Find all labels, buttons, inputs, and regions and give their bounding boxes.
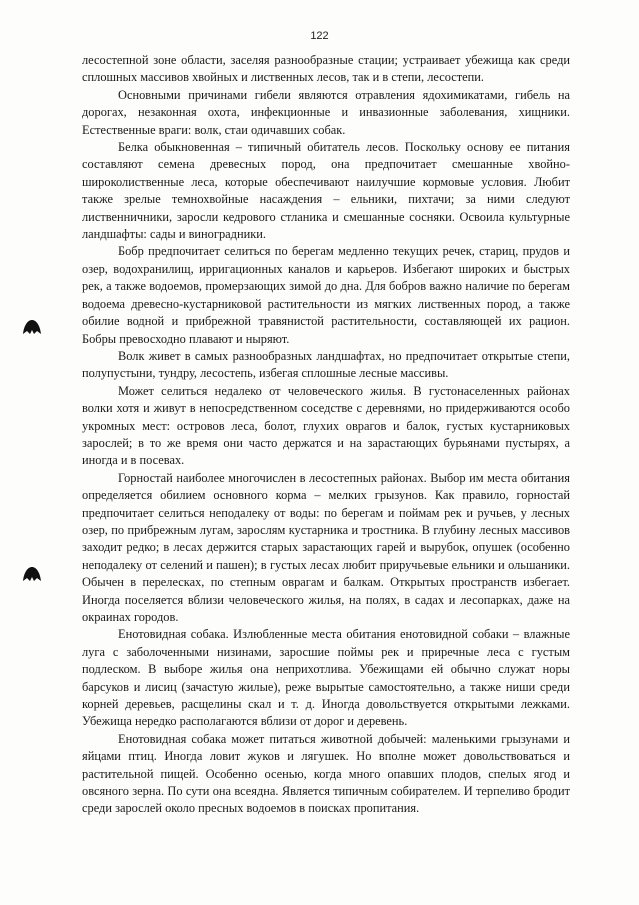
paragraph: лесостепной зоне области, заселяя разнообразные стации; устраивает убежища как среди сплошных массивов хвойных и лиственных лесов, так и в степи, лесостепи. [82,53,570,85]
binder-hole-mark [22,318,42,335]
body-text [82,52,570,818]
paragraph: Основными причинами гибели являются отравления ядохимикатами, гибель на дорогах, незаконная охота, инфекционные и инвазионные заболевания, хищники. Естественные враги: волк, стаи одичавших собак. [82,87,570,137]
paragraph: Белка обыкновенная – типичный обитатель лесов. Поскольку основу ее питания составляют семена древесных пород, она предпочитает смешанные хвойно-широколиственные леса, которые обеспечивают наилучшие кормовые условия. Любит также зрелые темнохвойные насаждения – ельники, пихтачи; за ними следуют лиственничники, заросли кедрового стланика и смешанные сосняки. Освоила культурные ландшафты: сады и виноградники. [82,140,570,242]
paragraph: Енотовидная собака может питаться животной добычей: маленькими грызунами и яйцами птиц. Иногда ловит жуков и лягушек. Но вполне может довольствоваться и растительной пищей. Особенно осенью, когда много опавших плодов, спелых ягод и овсяного зерна. По сути она всеядна. Является типичным собирателем. И терпеливо бродит среди зарослей около пресных водоемов в поисках пропитания. [82,731,570,816]
paragraph: Енотовидная собака. Излюбленные места обитания енотовидной собаки – влажные луга с заболоченными низинами, заросшие поймы рек и приречные леса с густым подлеском. В выборе жилья она неприхотлива. Убежищами ей обычно служат норы барсуков и лисиц (зачастую жилые), реже вырытые самостоятельно, а также ниши среди корней деревьев, расщелины скал и т. д. Иногда довольствуется открытыми лежками. Убежища нередко располагаются вблизи от дорог и деревень. [82,627,570,729]
page-number: 122 [310,30,329,42]
paragraph: Бобр предпочитает селиться по берегам медленно текущих речек, стариц, прудов и озер, водохранилищ, ирригационных каналов и карьеров. Избегают широких и быстрых рек, а также водоемов, промерзающих зимой до дна. Для бобров важно наличие по берегам водоема древесно-кустарниковой растительности из мягких лиственных пород, а также обилие водной и прибрежной травянистой растительности, составляющей их рацион. Бобры превосходно плавают и ныряют. [82,244,570,346]
paragraph: Может селиться недалеко от человеческого жилья. В густонаселенных районах волки хотя и живут в непосредственном соседстве с деревнями, но придерживаются особо укромных мест: островов леса, болот, глухих оврагов и балок, густых кустарниковых зарослей; в то же время они часто держатся и на зарастающих бурьянами пустырях, а иногда и в посевах. [82,383,570,468]
paragraph: Горностай наиболее многочислен в лесостепных районах. Выбор им места обитания определяется обилием основного корма – мелких грызунов. Как правило, горностай предпочитает селиться неподалеку от воды: по берегам и поймам рек и ручьев, у лесных озер, по прибрежным лугам, зарослям кустарника и тростника. В глубину лесных массивов заходит редко; в лесах держится старых зарастающих гарей и вырубок, опушек (особенно неподалеку от селений и пашен); в густых лесах любит приручьевые ельники и ольшаники. Обычен в перелесках, по степным оврагам и балкам. Открытых пространств избегает. Иногда поселяется вблизи человеческого жилья, на полях, в садах и лесопарках, даже на окраинах городов. [82,470,570,624]
paragraph: Волк живет в самых разнообразных ландшафтах, но предпочитает открытые степи, полупустыни, тундру, лесостепь, избегая сплошные лесные массивы. [82,348,570,381]
binder-hole-mark [22,565,42,582]
